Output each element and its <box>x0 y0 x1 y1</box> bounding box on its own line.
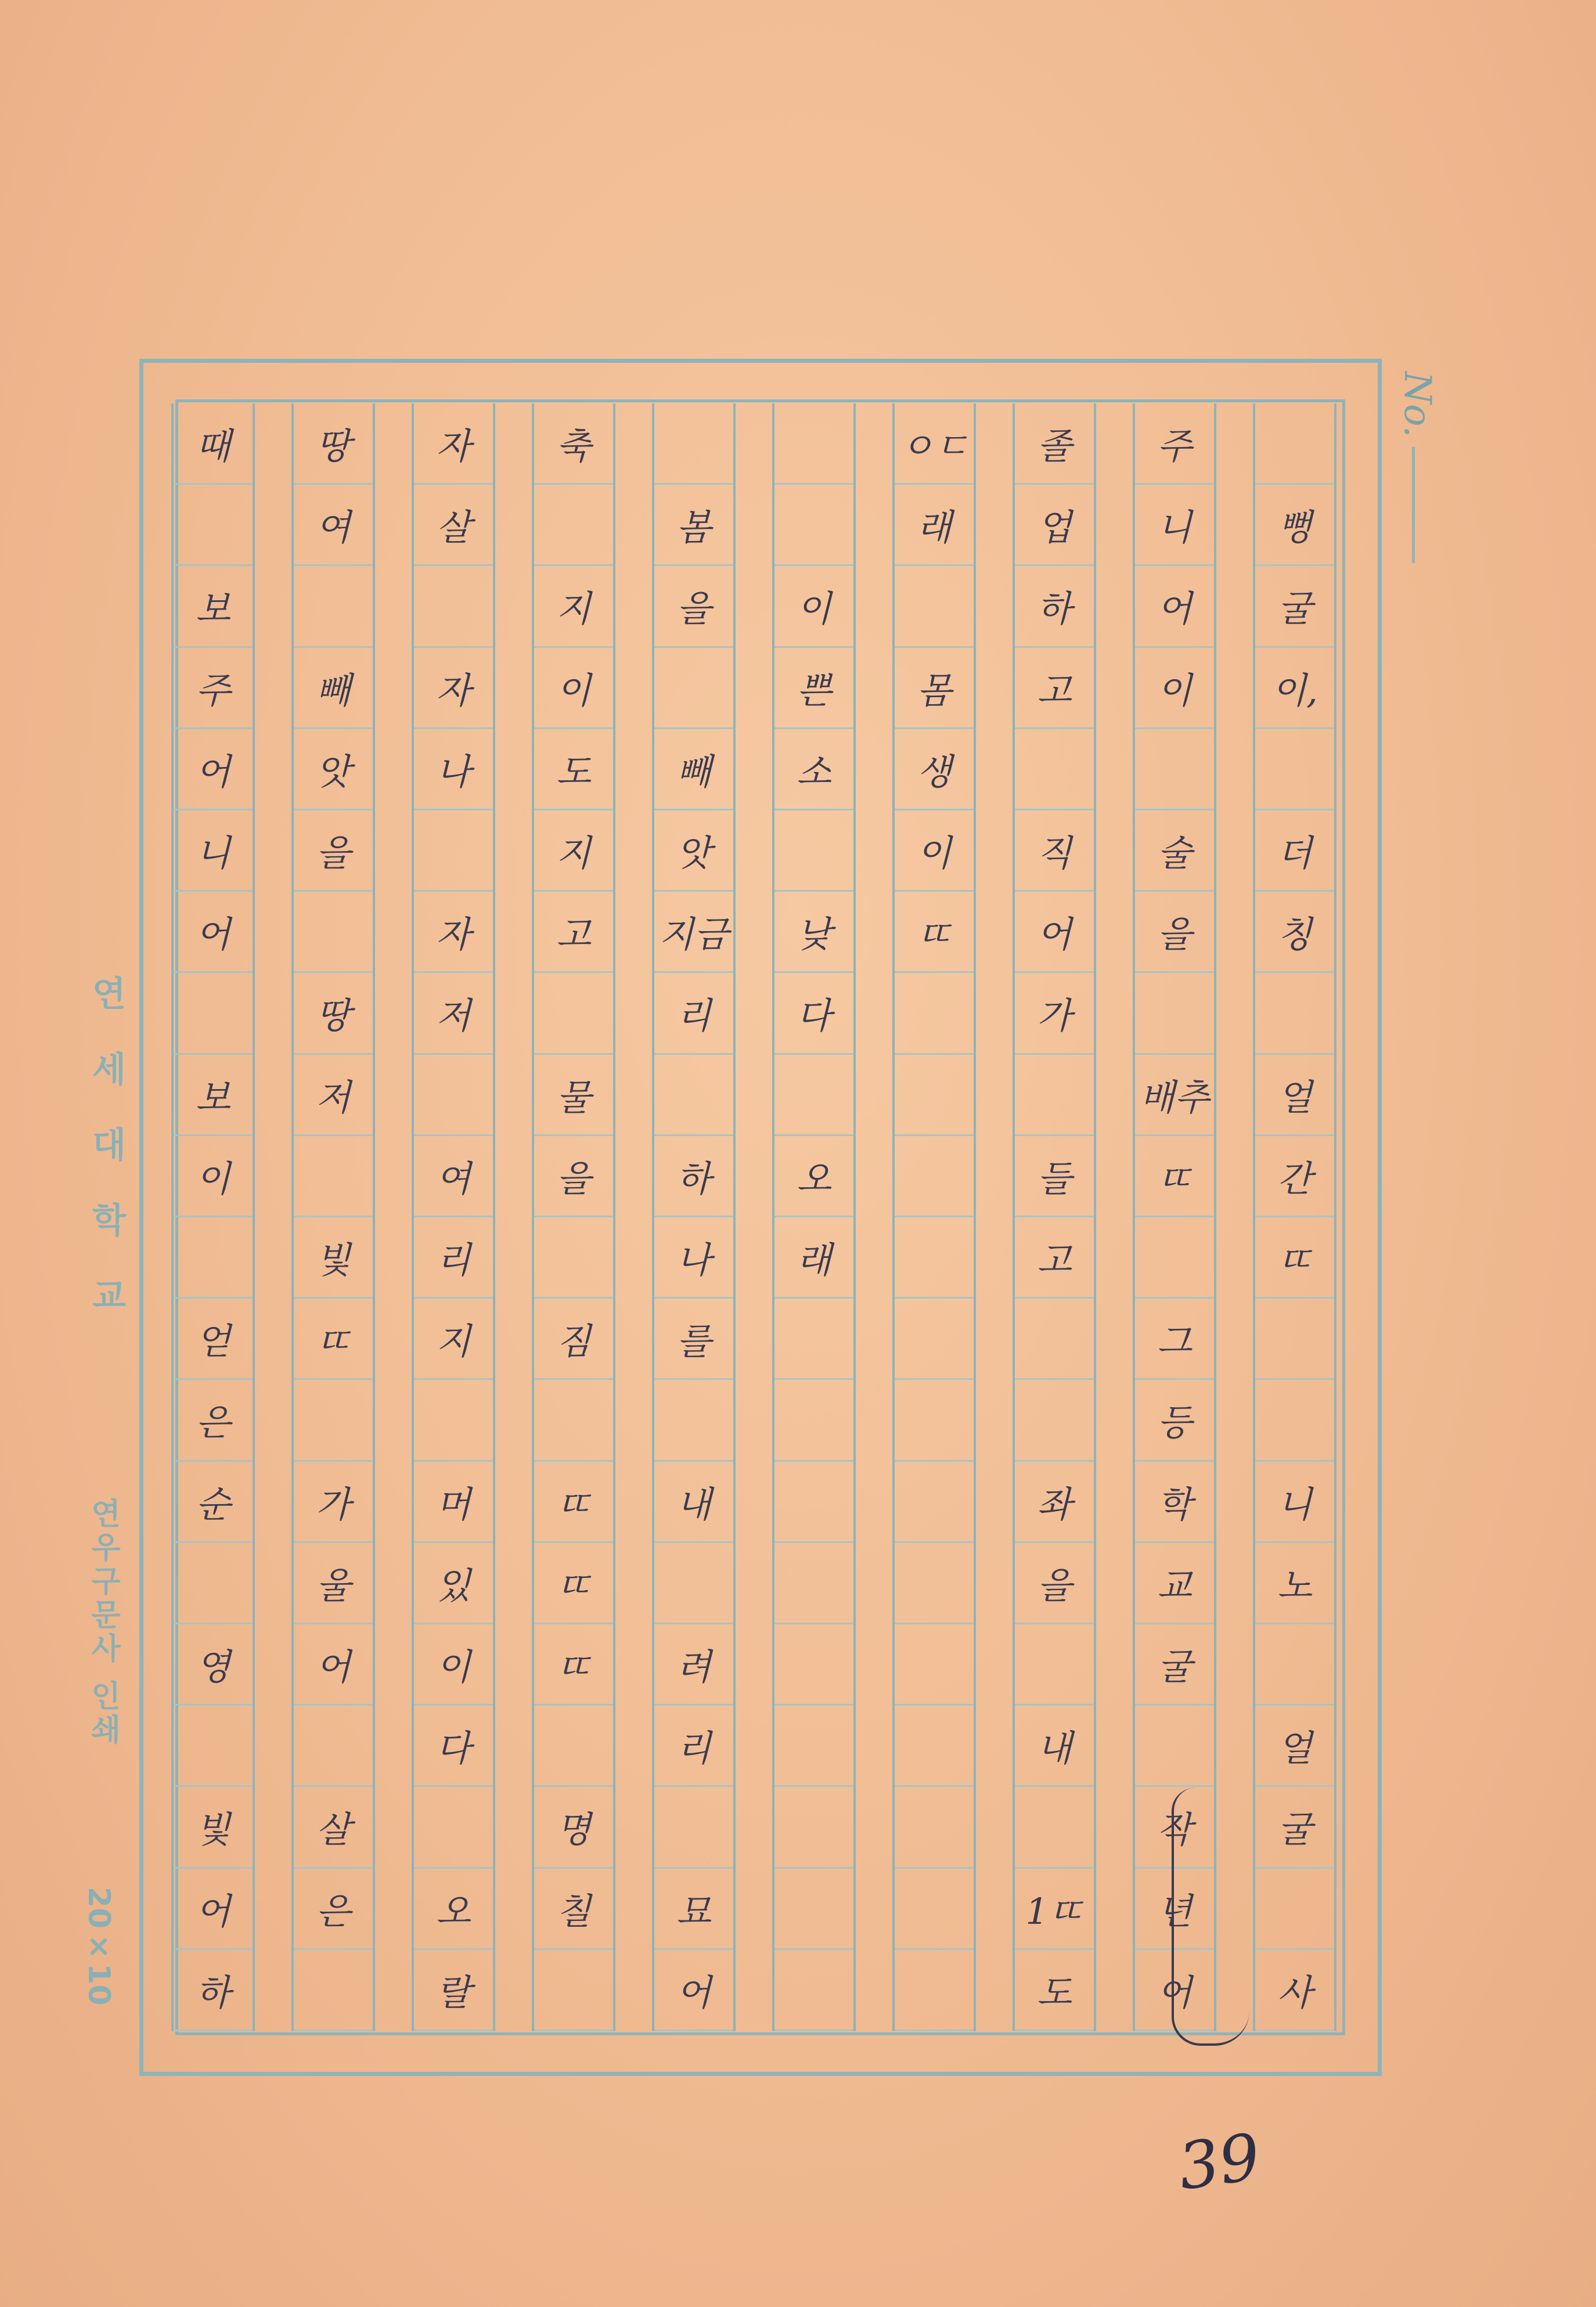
grid-cell: 좌 <box>1015 1462 1094 1543</box>
grid-cell: 배추 <box>1135 1055 1214 1136</box>
grid-cell: 이, <box>1255 648 1334 729</box>
grid-cell <box>1015 1299 1094 1380</box>
grid-cell: 1ㄸ <box>1015 1869 1094 1950</box>
grid-cell <box>895 1299 974 1380</box>
grid-cell <box>774 1543 853 1624</box>
grid-cell: 앗 <box>654 810 733 892</box>
grid-cell: 직 <box>1015 810 1094 892</box>
grid-cell <box>774 1299 853 1380</box>
grid-cell: 작 <box>1135 1787 1214 1868</box>
grid-cell <box>654 648 733 729</box>
grid-cell: 은 <box>294 1869 373 1950</box>
grid-cell: 빼 <box>294 648 373 729</box>
grid-cell <box>654 1787 733 1868</box>
grid-cell: 뻥 <box>1255 485 1334 566</box>
grid-cell <box>414 566 493 647</box>
grid-cell: 리 <box>654 973 733 1054</box>
grid-cell: 니 <box>1255 1462 1334 1543</box>
grid-cell: 어 <box>654 1950 733 2031</box>
grid-cell: 축 <box>534 403 613 485</box>
grid-cell: 그 <box>1135 1299 1214 1380</box>
grid-cell <box>774 1950 853 2031</box>
grid-cell: 들 <box>1015 1136 1094 1217</box>
grid-cell <box>895 1950 974 2031</box>
grid-cell: 내 <box>1015 1706 1094 1787</box>
grid-cell: 낮 <box>774 892 853 973</box>
grid-cell <box>1015 1787 1094 1868</box>
grid-cell: 어 <box>1135 1950 1214 2031</box>
grid-cell: 여 <box>294 485 373 566</box>
grid-cell: 지금 <box>654 892 733 973</box>
grid-column <box>652 403 736 2031</box>
grid-column <box>532 403 615 2031</box>
grid-cell <box>294 1136 373 1217</box>
grid-cell <box>1255 729 1334 810</box>
grid-cell: 니 <box>1135 485 1214 566</box>
grid-cell: 어 <box>1015 892 1094 973</box>
grid-cell <box>654 1055 733 1136</box>
grid-cell: 이 <box>534 648 613 729</box>
grid-cell <box>895 1136 974 1217</box>
grid-cell <box>534 1950 613 2031</box>
grid-cell: ㄸ <box>534 1543 613 1624</box>
grid-column <box>291 403 375 2031</box>
grid-cell <box>294 1950 373 2031</box>
grid-cell: 나 <box>654 1217 733 1299</box>
edit-bracket-mark <box>1172 1788 1249 2046</box>
grid-cell: 영 <box>174 1624 253 1706</box>
grid-cell: 이 <box>774 566 853 647</box>
grid-cell <box>774 810 853 892</box>
grid-cell <box>1255 403 1334 485</box>
grid-cell: ㄸ <box>534 1462 613 1543</box>
grid-cell: 졸 <box>1015 403 1094 485</box>
grid-cell <box>774 1624 853 1706</box>
grid-cell: 봄 <box>654 485 733 566</box>
grid-cell: 어 <box>1135 566 1214 647</box>
grid-cell <box>1255 1624 1334 1706</box>
grid-cell: 다 <box>774 973 853 1054</box>
grid-cell <box>534 973 613 1054</box>
grid-cell: 래 <box>774 1217 853 1299</box>
grid-cell: 을 <box>1135 892 1214 973</box>
grid-cell: 등 <box>1135 1380 1214 1461</box>
grid-cell: 사 <box>1255 1950 1334 2031</box>
grid-cell: 고 <box>1015 648 1094 729</box>
grid-cell: 주 <box>1135 403 1214 485</box>
grid-cell: 랄 <box>414 1950 493 2031</box>
grid-cell: 칭 <box>1255 892 1334 973</box>
grid-cell <box>534 1217 613 1299</box>
grid-cell: 얻 <box>174 1299 253 1380</box>
grid-column <box>772 403 856 2031</box>
grid-cell <box>1135 729 1214 810</box>
grid-cell: 몸 <box>895 648 974 729</box>
printer-imprint: 연우구문사 인쇄 <box>85 1498 120 1748</box>
grid-cell: 가 <box>1015 973 1094 1054</box>
grid-cell: 얼 <box>1255 1706 1334 1787</box>
university-imprint: 연세대학교 <box>86 975 127 1353</box>
grid-cell: 이 <box>174 1136 253 1217</box>
grid-cell: 도 <box>1015 1950 1094 2031</box>
grid-cell: 리 <box>414 1217 493 1299</box>
grid-cell: 생 <box>895 729 974 810</box>
grid-column <box>892 403 976 2031</box>
grid-cell: ㄸ <box>895 892 974 973</box>
grid-cell: 보 <box>174 566 253 647</box>
grid-cell: ㄸ <box>1255 1217 1334 1299</box>
grid-cell: 노 <box>1255 1543 1334 1624</box>
grid-cell <box>895 1217 974 1299</box>
grid-cell <box>774 1706 853 1787</box>
grid-cell <box>774 485 853 566</box>
grid-cell: ㄸ <box>534 1624 613 1706</box>
grid-cell: 머 <box>414 1462 493 1543</box>
grid-cell: 앗 <box>294 729 373 810</box>
grid-cell: 나 <box>414 729 493 810</box>
grid-cell <box>774 1787 853 1868</box>
grid-cell <box>1255 1869 1334 1950</box>
grid-cell: 땅 <box>294 973 373 1054</box>
grid-cell: 고 <box>1015 1217 1094 1299</box>
grid-cell: 어 <box>174 892 253 973</box>
page-no-line <box>1412 447 1415 563</box>
grid-cell: 려 <box>654 1624 733 1706</box>
grid-cell: 이 <box>414 1624 493 1706</box>
grid-cell: ㅇㄷ <box>895 403 974 485</box>
grid-cell <box>1255 1299 1334 1380</box>
grid-cell: 교 <box>1135 1543 1214 1624</box>
grid-cell <box>895 1462 974 1543</box>
grid-cell: 니 <box>174 810 253 892</box>
grid-cell: 고 <box>534 892 613 973</box>
grid-cell <box>774 1055 853 1136</box>
grid-cell: 굴 <box>1255 1787 1334 1868</box>
grid-cell: 빼 <box>654 729 733 810</box>
grid-cell: 가 <box>294 1462 373 1543</box>
grid-cell <box>1255 973 1334 1054</box>
grid-cell: 오 <box>414 1869 493 1950</box>
grid-cell: 어 <box>174 1869 253 1950</box>
grid-cell: 묘 <box>654 1869 733 1950</box>
grid-cell: 은 <box>174 1380 253 1461</box>
grid-cell: 자 <box>414 648 493 729</box>
grid-cell <box>294 566 373 647</box>
grid-cell <box>294 1380 373 1461</box>
grid-cell <box>1255 1380 1334 1461</box>
grid-cell: 때 <box>174 403 253 485</box>
grid-cell <box>895 1624 974 1706</box>
grid-cell <box>895 1869 974 1950</box>
grid-cell <box>654 1543 733 1624</box>
grid-cell <box>414 1787 493 1868</box>
grid-cell <box>534 1380 613 1461</box>
grid-size-label: 20×10 <box>81 1887 116 2006</box>
grid-cell <box>1015 1624 1094 1706</box>
grid-cell <box>1015 729 1094 810</box>
grid-cell: 어 <box>174 729 253 810</box>
grid-cell: 하 <box>1015 566 1094 647</box>
grid-cell: 하 <box>174 1950 253 2031</box>
grid-cell: 쁜 <box>774 648 853 729</box>
grid-cell <box>895 566 974 647</box>
grid-cell <box>654 403 733 485</box>
grid-cell <box>294 1706 373 1787</box>
grid-cell: 을 <box>1015 1543 1094 1624</box>
grid-cell: 다 <box>414 1706 493 1787</box>
grid-cell: 살 <box>414 485 493 566</box>
grid-cell: 굴 <box>1135 1624 1214 1706</box>
grid-cell: 하 <box>654 1136 733 1217</box>
grid-cell: 을 <box>294 810 373 892</box>
grid-cell: 년 <box>1135 1869 1214 1950</box>
grid-cell: 순 <box>174 1462 253 1543</box>
grid-cell <box>895 1380 974 1461</box>
grid-cell: 을 <box>534 1136 613 1217</box>
grid-cell <box>1135 973 1214 1054</box>
grid-cell: 명 <box>534 1787 613 1868</box>
grid-cell: 자 <box>414 403 493 485</box>
grid-cell: 빛 <box>174 1787 253 1868</box>
grid-cell: 을 <box>654 566 733 647</box>
grid-cell <box>654 1380 733 1461</box>
grid-cell <box>534 485 613 566</box>
grid-cell <box>1015 1380 1094 1461</box>
grid-column <box>171 403 255 2031</box>
grid-cell: 오 <box>774 1136 853 1217</box>
grid-cell: 땅 <box>294 403 373 485</box>
grid-cell <box>895 973 974 1054</box>
grid-cell <box>895 1055 974 1136</box>
grid-cell <box>174 973 253 1054</box>
grid-cell: 어 <box>294 1624 373 1706</box>
grid-cell: 저 <box>294 1055 373 1136</box>
grid-cell: 있 <box>414 1543 493 1624</box>
grid-cell: 물 <box>534 1055 613 1136</box>
grid-cell: 보 <box>174 1055 253 1136</box>
grid-cell: 도 <box>534 729 613 810</box>
grid-column <box>1013 403 1096 2031</box>
grid-cell <box>174 1706 253 1787</box>
grid-cell: 지 <box>534 566 613 647</box>
grid-cell <box>1135 1217 1214 1299</box>
grid-cell: 울 <box>294 1543 373 1624</box>
grid-cell: 지 <box>414 1299 493 1380</box>
grid-column <box>1253 403 1336 2031</box>
grid-cell <box>174 1217 253 1299</box>
grid-cell <box>774 1869 853 1950</box>
grid-cell: 술 <box>1135 810 1214 892</box>
grid-cell <box>1015 1055 1094 1136</box>
grid-cell <box>414 1055 493 1136</box>
grid-cell: 지 <box>534 810 613 892</box>
grid-cell: 업 <box>1015 485 1094 566</box>
grid-cell <box>414 810 493 892</box>
grid-cell: 학 <box>1135 1462 1214 1543</box>
grid-cell: 더 <box>1255 810 1334 892</box>
grid-column <box>1133 403 1216 2031</box>
grid-cell: 여 <box>414 1136 493 1217</box>
grid-cell <box>895 1787 974 1868</box>
grid-cell: 굴 <box>1255 566 1334 647</box>
grid-cell <box>774 403 853 485</box>
grid-cell <box>895 1706 974 1787</box>
grid-cell: 칠 <box>534 1869 613 1950</box>
grid-cell <box>174 1543 253 1624</box>
grid-cell: 자 <box>414 892 493 973</box>
grid-cell <box>1135 1706 1214 1787</box>
grid-cell: 짐 <box>534 1299 613 1380</box>
page-number: 39 <box>1173 2119 1265 2205</box>
grid-cell: 소 <box>774 729 853 810</box>
grid-cell: ㄸ <box>1135 1136 1214 1217</box>
grid-cell: 빛 <box>294 1217 373 1299</box>
grid-cell: 래 <box>895 485 974 566</box>
grid-cell <box>895 1543 974 1624</box>
grid-cell <box>174 485 253 566</box>
grid-cell: 얼 <box>1255 1055 1334 1136</box>
grid-cell: 이 <box>895 810 974 892</box>
grid-cell: 저 <box>414 973 493 1054</box>
grid-cell: ㄸ <box>294 1299 373 1380</box>
grid-cell: 를 <box>654 1299 733 1380</box>
grid-cell <box>774 1380 853 1461</box>
grid-cell: 이 <box>1135 648 1214 729</box>
page-no-label: No. <box>1396 372 1439 438</box>
grid-cell: 내 <box>654 1462 733 1543</box>
grid-cell: 주 <box>174 648 253 729</box>
grid-cell <box>774 1462 853 1543</box>
grid-cell <box>414 1380 493 1461</box>
grid-cell <box>534 1706 613 1787</box>
grid-cell: 리 <box>654 1706 733 1787</box>
grid-cell: 살 <box>294 1787 373 1868</box>
grid-cell <box>294 892 373 973</box>
grid-column <box>412 403 495 2031</box>
grid-cell: 간 <box>1255 1136 1334 1217</box>
